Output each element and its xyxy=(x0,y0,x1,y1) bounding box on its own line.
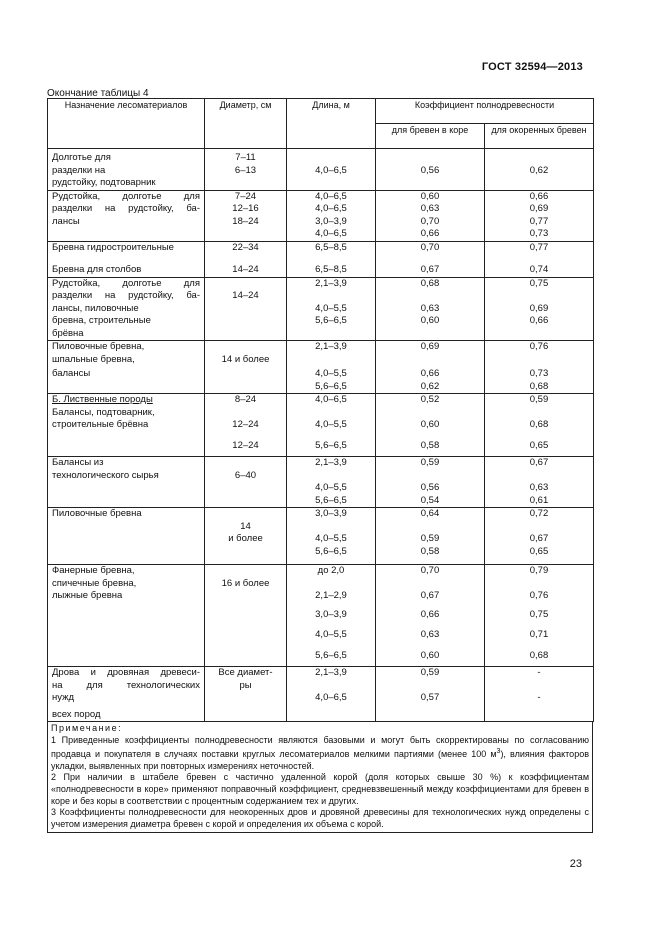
length-cell: 5,6–6,5 xyxy=(287,315,376,328)
material-cell xyxy=(48,650,205,667)
coef-debarked-cell: 0,63 xyxy=(485,482,594,495)
col-header-diameter: Диаметр, см xyxy=(205,99,287,149)
diameter-cell xyxy=(205,328,287,341)
diameter-cell: 12–16 xyxy=(205,203,287,216)
coef-debarked-cell: 0,62 xyxy=(485,165,594,178)
material-cell: Фанерные бревна, xyxy=(48,565,205,578)
material-cell: Пиловочные бревна xyxy=(48,508,205,521)
length-cell: 5,6–6,5 xyxy=(287,650,376,667)
length-cell: 4,0–6,5 xyxy=(287,190,376,203)
table-row xyxy=(48,565,594,578)
length-cell: 4,0–5,5 xyxy=(287,419,376,440)
coef-bark-cell xyxy=(376,354,485,367)
coef-debarked-cell: - xyxy=(485,667,594,680)
material-cell: Б. Лиственные породы xyxy=(48,394,205,407)
table-row xyxy=(48,457,594,470)
table-row xyxy=(48,650,594,667)
coef-debarked-cell xyxy=(485,290,594,303)
material-cell: Рудстойка, долготье для xyxy=(48,277,205,290)
coef-bark-cell xyxy=(376,149,485,165)
length-cell xyxy=(287,328,376,341)
diameter-cell: 12–24 xyxy=(205,440,287,457)
length-cell xyxy=(287,177,376,190)
coef-bark-cell: 0,66 xyxy=(376,228,485,241)
diameter-cell: 6–13 xyxy=(205,165,287,178)
coef-bark-cell: 0,60 xyxy=(376,419,485,440)
diameter-cell xyxy=(205,407,287,420)
coef-bark-cell: 0,57 xyxy=(376,692,485,709)
coef-debarked-cell xyxy=(485,709,594,722)
coef-bark-cell: 0,59 xyxy=(376,667,485,680)
table-row xyxy=(48,177,594,190)
material-cell: Балансы, подтоварник, xyxy=(48,407,205,420)
table-row xyxy=(48,407,594,420)
diameter-cell xyxy=(205,650,287,667)
length-cell: до 2,0 xyxy=(287,565,376,578)
diameter-cell: и более xyxy=(205,533,287,546)
coef-debarked-cell: 0,76 xyxy=(485,590,594,609)
table-row xyxy=(48,290,594,303)
diameter-cell: 14–24 xyxy=(205,290,287,303)
coef-bark-cell xyxy=(376,521,485,534)
material-cell: Рудстойка, долготье для xyxy=(48,190,205,203)
diameter-cell xyxy=(205,546,287,565)
coef-bark-cell: 0,68 xyxy=(376,277,485,290)
col-header-debarked: для окоренных бревен xyxy=(485,124,594,149)
material-cell: шпальные бревна, xyxy=(48,354,205,367)
diameter-cell: 22–34 xyxy=(205,241,287,264)
coef-bark-cell: 0,58 xyxy=(376,546,485,565)
length-cell: 3,0–3,9 xyxy=(287,609,376,630)
col-header-length: Длина, м xyxy=(287,99,376,149)
table-row xyxy=(48,709,594,722)
coef-debarked-cell: 0,65 xyxy=(485,546,594,565)
table-row xyxy=(48,381,594,394)
coef-debarked-cell: 0,59 xyxy=(485,394,594,407)
coef-debarked-cell: 0,77 xyxy=(485,216,594,229)
diameter-cell: 6–40 xyxy=(205,470,287,483)
material-cell xyxy=(48,533,205,546)
material-cell: разделки на xyxy=(48,165,205,178)
note-2: 2 При наличии в штабеле бревен с частично удаленной корой (доля которых свыше 30 %) к коэффициентам «полнодревесности в коре» применяют поправочный коэффициент, средневзвешенный между коэффициентами для бревен в коре и без коры в соответствии с процентным содержанием тех и других. xyxy=(51,772,589,806)
diameter-cell xyxy=(205,629,287,650)
coef-debarked-cell: 0,68 xyxy=(485,381,594,394)
coef-debarked-cell: 0,66 xyxy=(485,315,594,328)
length-cell: 2,1–3,9 xyxy=(287,277,376,290)
coef-debarked-cell: 0,77 xyxy=(485,241,594,264)
table-row xyxy=(48,590,594,609)
material-cell: Балансы из xyxy=(48,457,205,470)
diameter-cell: 12–24 xyxy=(205,419,287,440)
coef-bark-cell: 0,63 xyxy=(376,303,485,316)
material-cell: Бревна гидростроительные xyxy=(48,241,205,264)
coef-debarked-cell: 0,67 xyxy=(485,457,594,470)
diameter-cell xyxy=(205,177,287,190)
table-caption: Окончание таблицы 4 xyxy=(47,88,149,99)
length-cell: 4,0–5,5 xyxy=(287,533,376,546)
material-cell xyxy=(48,521,205,534)
table-row xyxy=(48,315,594,328)
diameter-cell xyxy=(205,609,287,630)
length-cell: 2,1–3,9 xyxy=(287,457,376,470)
material-cell: Пиловочные бревна, xyxy=(48,341,205,354)
coef-debarked-cell: 0,68 xyxy=(485,650,594,667)
coef-bark-cell xyxy=(376,709,485,722)
length-cell: 5,6–6,5 xyxy=(287,546,376,565)
diameter-cell xyxy=(205,692,287,709)
coef-bark-cell xyxy=(376,290,485,303)
coef-bark-cell: 0,70 xyxy=(376,216,485,229)
length-cell: 4,0–6,5 xyxy=(287,165,376,178)
table-row xyxy=(48,216,594,229)
table-row xyxy=(48,341,594,354)
diameter-cell xyxy=(205,341,287,354)
coef-bark-cell: 0,60 xyxy=(376,315,485,328)
length-cell: 3,0–3,9 xyxy=(287,216,376,229)
coef-bark-cell: 0,60 xyxy=(376,650,485,667)
material-cell: технологического сырья xyxy=(48,470,205,483)
coef-debarked-cell: 0,67 xyxy=(485,533,594,546)
table-row xyxy=(48,508,594,521)
table-row xyxy=(48,366,594,381)
table-row xyxy=(48,680,594,693)
length-cell xyxy=(287,470,376,483)
length-cell: 4,0–5,5 xyxy=(287,303,376,316)
material-cell: лансы xyxy=(48,216,205,229)
table-row xyxy=(48,667,594,680)
diameter-cell xyxy=(205,366,287,381)
table-row xyxy=(48,394,594,407)
coef-debarked-cell xyxy=(485,578,594,591)
diameter-cell: 14 xyxy=(205,521,287,534)
material-cell xyxy=(48,546,205,565)
diameter-cell xyxy=(205,495,287,508)
document-code: ГОСТ 32594—2013 xyxy=(481,61,583,73)
length-cell: 2,1–3,9 xyxy=(287,667,376,680)
material-cell: Дрова и дровяная древеси- xyxy=(48,667,205,680)
table-row xyxy=(48,228,594,241)
material-cell: разделки на рудстойку, ба- xyxy=(48,203,205,216)
coef-bark-cell: 0,59 xyxy=(376,457,485,470)
material-cell: лыжные бревна xyxy=(48,590,205,609)
diameter-cell xyxy=(205,565,287,578)
material-cell: брёвна xyxy=(48,328,205,341)
length-cell xyxy=(287,149,376,165)
length-cell: 6,5–8,5 xyxy=(287,264,376,277)
notes-title: Примечание: xyxy=(51,723,123,733)
coef-debarked-cell xyxy=(485,177,594,190)
length-cell xyxy=(287,578,376,591)
coef-debarked-cell: 0,79 xyxy=(485,565,594,578)
material-cell xyxy=(48,228,205,241)
table-row xyxy=(48,440,594,457)
length-cell: 5,6–6,5 xyxy=(287,381,376,394)
coef-bark-cell: 0,70 xyxy=(376,241,485,264)
table-row xyxy=(48,609,594,630)
coef-bark-cell: 0,70 xyxy=(376,565,485,578)
coef-debarked-cell: 0,75 xyxy=(485,277,594,290)
diameter-cell xyxy=(205,277,287,290)
coefficient-table xyxy=(47,98,594,722)
col-header-coefficient: Коэффициент полнодревесности xyxy=(376,99,594,124)
table-4-continuation xyxy=(47,98,593,833)
length-cell: 4,0–6,5 xyxy=(287,692,376,709)
material-cell: разделки на рудстойку, ба- xyxy=(48,290,205,303)
diameter-cell: 7–11 xyxy=(205,149,287,165)
length-cell xyxy=(287,521,376,534)
length-cell: 4,0–5,5 xyxy=(287,629,376,650)
length-cell: 4,0–6,5 xyxy=(287,394,376,407)
table-row xyxy=(48,533,594,546)
material-cell: рудстойку, подтоварник xyxy=(48,177,205,190)
material-cell: спичечные бревна, xyxy=(48,578,205,591)
coef-bark-cell: 0,62 xyxy=(376,381,485,394)
length-cell: 4,0–5,5 xyxy=(287,482,376,495)
coef-debarked-cell: 0,74 xyxy=(485,264,594,277)
coef-bark-cell xyxy=(376,470,485,483)
coef-bark-cell: 0,67 xyxy=(376,590,485,609)
length-cell: 3,0–3,9 xyxy=(287,508,376,521)
length-cell: 4,0–5,5 xyxy=(287,366,376,381)
table-row xyxy=(48,482,594,495)
coef-debarked-cell: 0,76 xyxy=(485,341,594,354)
length-cell: 2,1–3,9 xyxy=(287,341,376,354)
page-number: 23 xyxy=(569,858,582,870)
coef-bark-cell: 0,58 xyxy=(376,440,485,457)
coef-debarked-cell: 0,68 xyxy=(485,419,594,440)
coef-debarked-cell xyxy=(485,470,594,483)
coef-bark-cell: 0,54 xyxy=(376,495,485,508)
diameter-cell: 14–24 xyxy=(205,264,287,277)
coef-debarked-cell: 0,66 xyxy=(485,190,594,203)
table-row xyxy=(48,692,594,709)
table-row xyxy=(48,419,594,440)
material-cell: на для технологических xyxy=(48,680,205,693)
material-cell xyxy=(48,629,205,650)
coef-debarked-cell xyxy=(485,407,594,420)
material-cell: лансы, пиловочные xyxy=(48,303,205,316)
coef-bark-cell xyxy=(376,680,485,693)
diameter-cell xyxy=(205,590,287,609)
coef-bark-cell: 0,56 xyxy=(376,482,485,495)
material-cell xyxy=(48,381,205,394)
coef-bark-cell: 0,64 xyxy=(376,508,485,521)
diameter-cell: ры xyxy=(205,680,287,693)
table-row xyxy=(48,203,594,216)
diameter-cell: 8–24 xyxy=(205,394,287,407)
coef-debarked-cell: - xyxy=(485,692,594,709)
coef-bark-cell xyxy=(376,578,485,591)
table-row xyxy=(48,149,594,165)
length-cell: 6,5–8,5 xyxy=(287,241,376,264)
diameter-cell xyxy=(205,482,287,495)
material-cell: нужд xyxy=(48,692,205,709)
material-cell: Бревна для столбов xyxy=(48,264,205,277)
table-row xyxy=(48,354,594,367)
length-cell: 4,0–6,5 xyxy=(287,228,376,241)
coef-debarked-cell xyxy=(485,680,594,693)
length-cell xyxy=(287,354,376,367)
diameter-cell xyxy=(205,381,287,394)
coef-bark-cell: 0,66 xyxy=(376,609,485,630)
diameter-cell: 7–24 xyxy=(205,190,287,203)
coef-bark-cell: 0,63 xyxy=(376,203,485,216)
length-cell xyxy=(287,680,376,693)
coef-bark-cell: 0,67 xyxy=(376,264,485,277)
material-cell: всех пород xyxy=(48,709,205,722)
diameter-cell xyxy=(205,508,287,521)
material-cell xyxy=(48,440,205,457)
coef-debarked-cell xyxy=(485,328,594,341)
table-notes xyxy=(47,722,593,833)
col-header-material: Назначение лесоматериалов xyxy=(48,99,205,149)
col-header-with-bark: для бревен в коре xyxy=(376,124,485,149)
diameter-cell: 16 и более xyxy=(205,578,287,591)
coef-debarked-cell: 0,73 xyxy=(485,228,594,241)
diameter-cell xyxy=(205,228,287,241)
length-cell xyxy=(287,407,376,420)
coef-bark-cell: 0,56 xyxy=(376,165,485,178)
coef-debarked-cell xyxy=(485,521,594,534)
table-row xyxy=(48,328,594,341)
coef-bark-cell: 0,66 xyxy=(376,366,485,381)
coef-debarked-cell: 0,73 xyxy=(485,366,594,381)
material-cell xyxy=(48,609,205,630)
diameter-cell: 14 и более xyxy=(205,354,287,367)
material-cell: Долготье для xyxy=(48,149,205,165)
coef-debarked-cell: 0,69 xyxy=(485,203,594,216)
material-cell: бревна, строительные xyxy=(48,315,205,328)
table-row xyxy=(48,629,594,650)
diameter-cell xyxy=(205,709,287,722)
coef-bark-cell: 0,60 xyxy=(376,190,485,203)
table-row xyxy=(48,521,594,534)
coef-bark-cell: 0,52 xyxy=(376,394,485,407)
length-cell: 4,0–6,5 xyxy=(287,203,376,216)
coef-debarked-cell: 0,71 xyxy=(485,629,594,650)
table-row xyxy=(48,241,594,264)
length-cell: 5,6–6,5 xyxy=(287,440,376,457)
coef-bark-cell xyxy=(376,328,485,341)
length-cell xyxy=(287,709,376,722)
table-row xyxy=(48,264,594,277)
material-cell xyxy=(48,482,205,495)
table-row xyxy=(48,303,594,316)
diameter-cell: 18–24 xyxy=(205,216,287,229)
table-row xyxy=(48,578,594,591)
material-cell xyxy=(48,495,205,508)
diameter-cell xyxy=(205,457,287,470)
note-3: 3 Коэффициенты полнодревесности для неокоренных дров и дровяной древесины для технологических нужд определены с учетом измерения диаметра бревен с корой и определения их объема с корой. xyxy=(51,807,589,829)
coef-bark-cell xyxy=(376,407,485,420)
table-row xyxy=(48,190,594,203)
coef-debarked-cell: 0,72 xyxy=(485,508,594,521)
length-cell: 5,6–6,5 xyxy=(287,495,376,508)
coef-debarked-cell: 0,69 xyxy=(485,303,594,316)
table-row xyxy=(48,495,594,508)
coef-bark-cell xyxy=(376,177,485,190)
coef-debarked-cell xyxy=(485,354,594,367)
table-row xyxy=(48,277,594,290)
coef-debarked-cell xyxy=(485,149,594,165)
coef-debarked-cell: 0,65 xyxy=(485,440,594,457)
material-cell: строительные брёвна xyxy=(48,419,205,440)
coef-bark-cell: 0,63 xyxy=(376,629,485,650)
coef-debarked-cell: 0,61 xyxy=(485,495,594,508)
table-row xyxy=(48,546,594,565)
note-1: 1 Приведенные коэффициенты полнодревесности являются базовыми и могут быть скорректированы по согласованию продавца и покупателя в случаях поставки круглых лесоматериалов мелкими партиями (менее 100 $м^3$), влияния факторов укладки, выявленных при повторных измерениях неточностей. xyxy=(51,734,589,771)
table-row xyxy=(48,470,594,483)
length-cell xyxy=(287,290,376,303)
length-cell: 2,1–2,9 xyxy=(287,590,376,609)
coef-debarked-cell: 0,75 xyxy=(485,609,594,630)
coef-bark-cell: 0,69 xyxy=(376,341,485,354)
material-cell: балансы xyxy=(48,366,205,381)
diameter-cell xyxy=(205,303,287,316)
coef-bark-cell: 0,59 xyxy=(376,533,485,546)
diameter-cell: Все диамет- xyxy=(205,667,287,680)
table-row xyxy=(48,165,594,178)
diameter-cell xyxy=(205,315,287,328)
